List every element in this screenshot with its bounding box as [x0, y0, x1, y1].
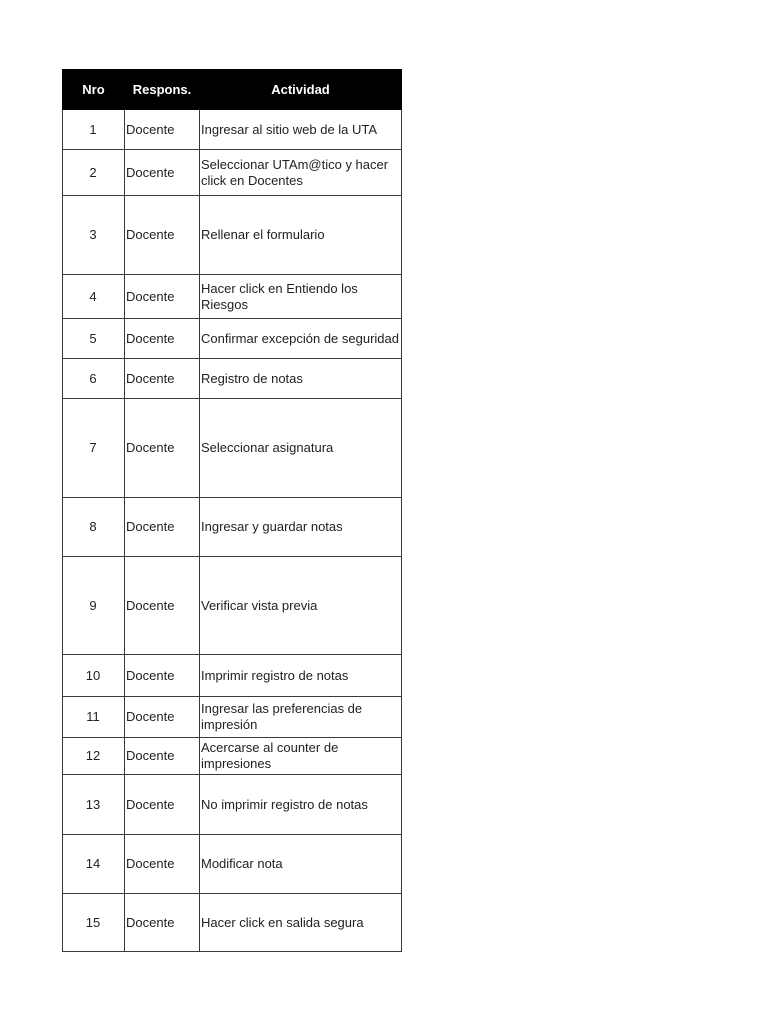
- cell-actividad: No imprimir registro de notas: [200, 775, 402, 835]
- table-row: [63, 738, 402, 775]
- cell-respons: Docente: [125, 359, 200, 399]
- table-row: [63, 275, 402, 319]
- cell-respons: Docente: [125, 655, 200, 697]
- table-row: [63, 557, 402, 655]
- activity-table: [62, 69, 402, 952]
- cell-nro: 4: [63, 275, 125, 319]
- cell-actividad: Modificar nota: [200, 835, 402, 894]
- header-nro: Nro: [63, 70, 125, 110]
- table-row: [63, 319, 402, 359]
- cell-nro: 2: [63, 150, 125, 196]
- header-row: [63, 70, 402, 110]
- cell-nro: 1: [63, 110, 125, 150]
- table-row: [63, 399, 402, 498]
- table-body: [63, 110, 402, 952]
- cell-nro: 12: [63, 738, 125, 775]
- table-header: [63, 70, 402, 110]
- cell-respons: Docente: [125, 110, 200, 150]
- table-row: [63, 150, 402, 196]
- cell-actividad: Imprimir registro de notas: [200, 655, 402, 697]
- table-row: [63, 359, 402, 399]
- table-row: [63, 894, 402, 952]
- cell-actividad: Ingresar y guardar notas: [200, 498, 402, 557]
- cell-respons: Docente: [125, 894, 200, 952]
- cell-actividad: Acercarse al counter de impresiones: [200, 738, 402, 775]
- cell-nro: 7: [63, 399, 125, 498]
- cell-nro: 10: [63, 655, 125, 697]
- cell-nro: 15: [63, 894, 125, 952]
- table-row: [63, 498, 402, 557]
- header-actividad: Actividad: [200, 70, 402, 110]
- table-row: [63, 775, 402, 835]
- cell-respons: Docente: [125, 399, 200, 498]
- table-row: [63, 697, 402, 738]
- cell-nro: 8: [63, 498, 125, 557]
- cell-actividad: Hacer click en Entiendo los Riesgos: [200, 275, 402, 319]
- cell-actividad: Rellenar el formulario: [200, 196, 402, 275]
- cell-respons: Docente: [125, 150, 200, 196]
- cell-respons: Docente: [125, 835, 200, 894]
- cell-actividad: Ingresar las preferencias de impresión: [200, 697, 402, 738]
- cell-actividad: Seleccionar asignatura: [200, 399, 402, 498]
- cell-respons: Docente: [125, 557, 200, 655]
- table-row: [63, 655, 402, 697]
- cell-nro: 3: [63, 196, 125, 275]
- table-row: [63, 196, 402, 275]
- cell-actividad: Seleccionar UTAm@tico y hacer click en Docentes: [200, 150, 402, 196]
- cell-actividad: Ingresar al sitio web de la UTA: [200, 110, 402, 150]
- table-row: [63, 110, 402, 150]
- cell-respons: Docente: [125, 775, 200, 835]
- cell-nro: 9: [63, 557, 125, 655]
- cell-respons: Docente: [125, 498, 200, 557]
- cell-nro: 13: [63, 775, 125, 835]
- cell-nro: 14: [63, 835, 125, 894]
- cell-respons: Docente: [125, 319, 200, 359]
- cell-respons: Docente: [125, 697, 200, 738]
- cell-nro: 5: [63, 319, 125, 359]
- cell-respons: Docente: [125, 738, 200, 775]
- cell-nro: 11: [63, 697, 125, 738]
- table-row: [63, 835, 402, 894]
- cell-actividad: Hacer click en salida segura: [200, 894, 402, 952]
- cell-actividad: Verificar vista previa: [200, 557, 402, 655]
- cell-actividad: Registro de notas: [200, 359, 402, 399]
- cell-respons: Docente: [125, 275, 200, 319]
- cell-respons: Docente: [125, 196, 200, 275]
- cell-nro: 6: [63, 359, 125, 399]
- cell-actividad: Confirmar excepción de seguridad: [200, 319, 402, 359]
- header-respons: Respons.: [125, 70, 200, 110]
